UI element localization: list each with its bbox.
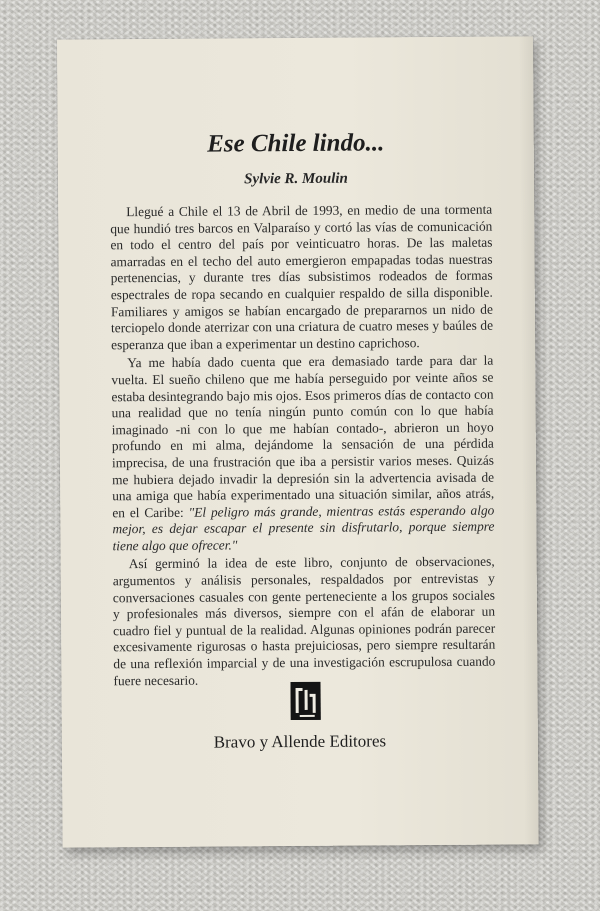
book-title: Ese Chile lindo... [207, 129, 385, 158]
book-author: Sylvie R. Moulin [244, 170, 348, 188]
blurb-paragraph-2-text: Ya me había dado cuenta que era demasiado tarde para dar la vuelta. El sueño chileno que me había perseguido por veinte años se estaba desintegrando bajo mis ojos. Esos primeros días de contacto con una realidad que no tenía ningún punto común con lo que había imaginado -ni con lo que me habían contado-, abrieron un hoyo profundo en mi alma, dejándome la sensación de una pérdida imprecisa, de una frustración que iba a persistir varios meses. Quizás me hubiera dejado invadir la depresión sin la advertencia avisada de una amiga que había experimentado una situación similar, años atrás, en el Caribe: [111, 352, 495, 520]
blurb-paragraph-1: Llegué a Chile el 13 de Abril de 1993, en medio de una tormenta que hundió tres barcos en Valparaíso y cortó las vías de comunicación en todo el centro del país por veinticuatro horas. De las maletas amarradas en el techo del auto emergieron empapadas todas nuestras pertenencias, y durante tres días subsistimos rodeados de formas espectrales de ropa secando en cualquier respaldo de silla disponible. Familiares y amigos se habían encargado de prepararnos un nido de terciopelo donde aterrizar con una criatura de cuatro meses y baúles de esperanza que iban a experimentar un destino caprichoso. [110, 201, 494, 353]
blurb-quote: "El peligro más grande, mientras estás esperando algo mejor, es dejar escapar el presente sin disfrutarlo, porque siempre tiene algo que ofrecer." [112, 502, 495, 554]
publisher-name: Bravo y Allende Editores [213, 731, 387, 752]
blurb-paragraph-2 [111, 353, 494, 555]
publisher-logo-icon [290, 682, 320, 720]
blurb-paragraph-3: Así germinó la idea de este libro, conjunto de observaciones, argumentos y análisis personales, respaldados por entrevistas y conversaciones casuales con gente perteneciente a los grupos sociales y profesionales más diversos, siempre con el afán de elaborar un cuadro fiel y puntual de la realidad. Algunas opiniones podrán parecer excesivamente rigurosas o hasta prejuiciosas, pero siempre resultarán de una reflexión imparcial y de una investigación escrupulosa cuando fuere necesario. [112, 554, 496, 688]
book-back-cover [57, 36, 539, 847]
blurb-text [110, 202, 495, 692]
